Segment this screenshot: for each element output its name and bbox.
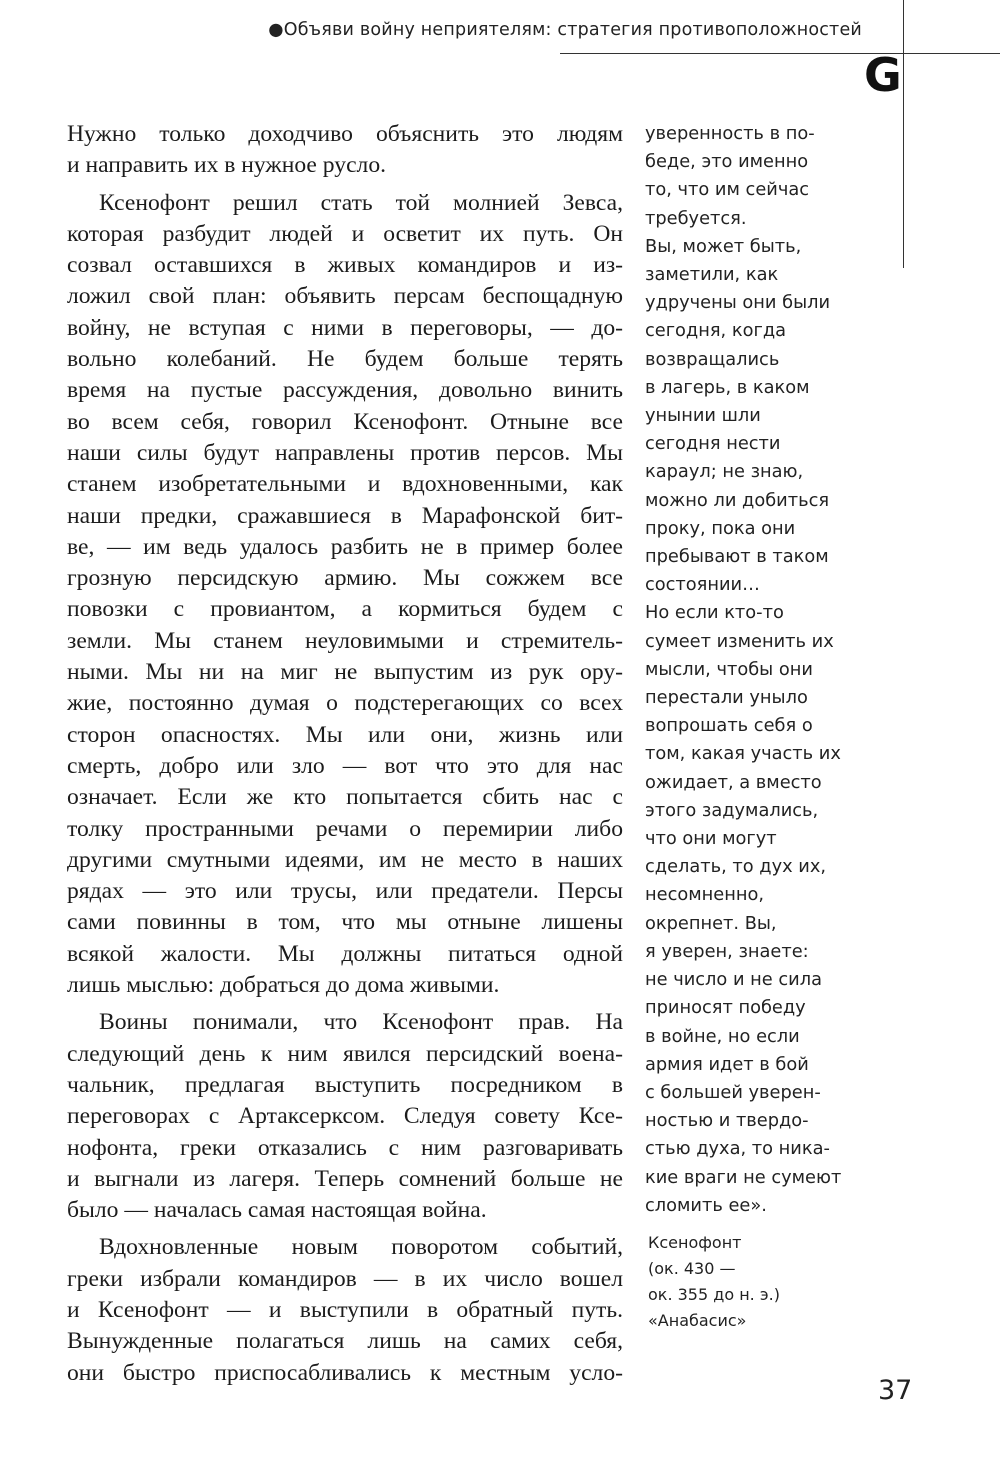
sidebar-line: ностью и твердо- (645, 1110, 809, 1132)
sidebar-line: мысли, чтобы они (645, 658, 813, 680)
text-line: земли. Мы станем неуловимыми и стремитель- (67, 627, 623, 654)
text-line: Вынужденные полагаться лишь на самих себя, (67, 1328, 623, 1355)
text-line: было — началась самая настоящая война. (67, 1197, 487, 1224)
text-line: и направить их в нужное русло. (67, 152, 387, 179)
sidebar-line: что они могут (645, 828, 777, 850)
text-line: наши предки, сражавшиеся в Марафонской бит- (67, 502, 623, 529)
text-line: грозную персидскую армию. Мы сожжем все (67, 565, 623, 592)
text-line: повозки с провиантом, а кормиться будем с (67, 596, 623, 623)
sidebar-line: сломить ее». (645, 1194, 767, 1216)
sidebar-line: караул; не знаю, (645, 461, 804, 483)
text-line: Воины понимали, что Ксенофонт прав. На (99, 1009, 623, 1036)
sidebar-line: уверенность в по- (645, 123, 815, 144)
text-line: наши силы будут направлены против персов. Мы (67, 439, 623, 466)
sidebar-line: приносят победу (645, 997, 806, 1019)
header-bullet-icon: ● (268, 20, 284, 40)
attribution-work: «Анабасис» (648, 1311, 747, 1330)
text-line: другими смутными идеями, им не место в наших (67, 846, 623, 873)
sidebar-line: унынии шли (645, 405, 761, 427)
sidebar-line: состоянии… (645, 574, 760, 596)
attribution-dates-1: (ок. 430 — (648, 1259, 736, 1278)
sidebar-line: кие враги не сумеют (645, 1166, 842, 1188)
sidebar-line: этого задумались, (645, 799, 819, 821)
sidebar-line: стью духа, то ника- (645, 1138, 830, 1160)
paragraph (67, 119, 623, 182)
sidebar-quote (645, 120, 845, 1220)
text-line: Вдохновленные новым поворотом событий, (99, 1234, 623, 1261)
text-line: смерть, добро или зло — вот что это для нас (67, 752, 623, 779)
text-line: во всем себя, говорил Ксенофонт. Отныне все (67, 408, 623, 435)
header-rule (560, 53, 1000, 54)
sidebar-line: я уверен, знаете: (645, 940, 809, 962)
sidebar-line: Вы, может быть, (645, 235, 802, 257)
sidebar-line: сегодня нести (645, 433, 781, 455)
sidebar-line: том, какая участь их (645, 743, 841, 765)
sidebar-line: не число и не сила (645, 969, 822, 991)
sidebar-line: Но если кто-то (645, 602, 784, 624)
sidebar-line: можно ли добиться (645, 489, 830, 511)
sidebar-line: окрепнет. Вы, (645, 912, 777, 934)
text-line: лишь мыслью: добраться до дома живыми. (67, 972, 500, 999)
text-line: означает. Если же кто попытается сбить нас с (67, 784, 623, 811)
text-line: греки избрали командиров — в их число вошел (67, 1265, 623, 1292)
paragraph (67, 1007, 623, 1226)
sidebar-line: сумеет изменить их (645, 630, 834, 652)
text-line: Нужно только доходчиво объяснить это людям (67, 121, 623, 147)
text-line: станем изобретательными и вдохновенными, как (67, 471, 623, 498)
text-line: войну, не вступая с ними в переговоры, — до- (67, 314, 623, 341)
sidebar-line: то, что им сейчас (645, 179, 810, 201)
attribution-dates-2: ок. 355 до н. э.) (648, 1285, 780, 1304)
sidebar-line: удручены они были (645, 292, 831, 314)
text-line: сами повинны в том, что мы отныне лишены (67, 909, 623, 936)
sidebar-line: перестали уныло (645, 687, 808, 709)
page-number: 37 (878, 1375, 913, 1406)
text-line: и выгнали из лагеря. Теперь сомнений больше не (67, 1165, 623, 1192)
text-line: переговорах с Артаксерксом. Следуя совету Ксе- (67, 1103, 623, 1130)
quote-attribution (648, 1230, 848, 1334)
text-line: вольно колебаний. Не будем больше терять (67, 346, 623, 373)
sidebar-line: с большей уверен- (645, 1081, 821, 1103)
text-line: толку пространными речами о перемирии либо (67, 815, 623, 842)
text-line: ными. Мы ни на миг не выпустим из рук ору- (67, 659, 623, 686)
sidebar-line: вопрошать себя о (645, 715, 813, 737)
attribution-author: Ксенофонт (648, 1233, 742, 1252)
text-line: время на пустые рассуждения, довольно винить (67, 377, 623, 404)
paragraph (67, 188, 623, 1002)
sidebar-line: в лагерь, в каком (645, 376, 810, 398)
text-line: всякой жалости. Мы должны питаться одной (67, 940, 623, 967)
text-line: чальник, предлагая выступить посредником в (67, 1071, 623, 1098)
text-line: созвал оставшихся в живых командиров и из- (67, 252, 623, 279)
sidebar-line: в войне, но если (645, 1025, 800, 1047)
chapter-letter: G (864, 48, 902, 102)
text-line: рядах — это или трусы, или предатели. Персы (67, 878, 623, 905)
text-line: следующий день к ним явился персидский воена- (67, 1040, 623, 1067)
text-line: сторон опасностях. Мы или они, жизнь или (67, 721, 623, 748)
text-line: ве, — им ведь удалось разбить не в пример более (67, 533, 623, 560)
sidebar-line: заметили, как (645, 264, 779, 286)
text-line: они быстро приспосабливались к местным усло- (67, 1359, 623, 1386)
sidebar-line: сделать, то дух их, (645, 856, 827, 878)
sidebar-line: несомненно, (645, 884, 764, 906)
text-line: которая разбудит людей и осветит их путь. Он (67, 220, 623, 247)
text-line: Ксенофонт решил стать той молнией Зевса, (99, 189, 623, 216)
sidebar-line: возвращались (645, 348, 780, 370)
paragraph (67, 1232, 623, 1388)
running-header (268, 20, 862, 40)
main-text-column (67, 119, 623, 1395)
sidebar-line: ожидает, а вместо (645, 771, 822, 793)
sidebar-line: армия идет в бой (645, 1053, 809, 1075)
sidebar-line: требуется. (645, 207, 747, 229)
header-title-text: Объяви войну неприятелям: стратегия противоположностей (283, 20, 862, 40)
sidebar-line: сегодня, когда (645, 320, 787, 342)
sidebar-line: проку, пока они (645, 517, 796, 539)
sidebar-line: пребывают в таком (645, 546, 829, 568)
sidebar-line: беде, это именно (645, 151, 809, 173)
text-line: и Ксенофонт — и выступили в обратный путь. (67, 1296, 623, 1323)
text-line: жие, постоянно думая о подстерегающих со всех (67, 690, 623, 717)
text-line: нофонта, греки отказались с ним разговаривать (67, 1134, 623, 1161)
margin-rule (903, 0, 904, 268)
text-line: ложил свой план: объявить персам беспощадную (67, 283, 623, 310)
